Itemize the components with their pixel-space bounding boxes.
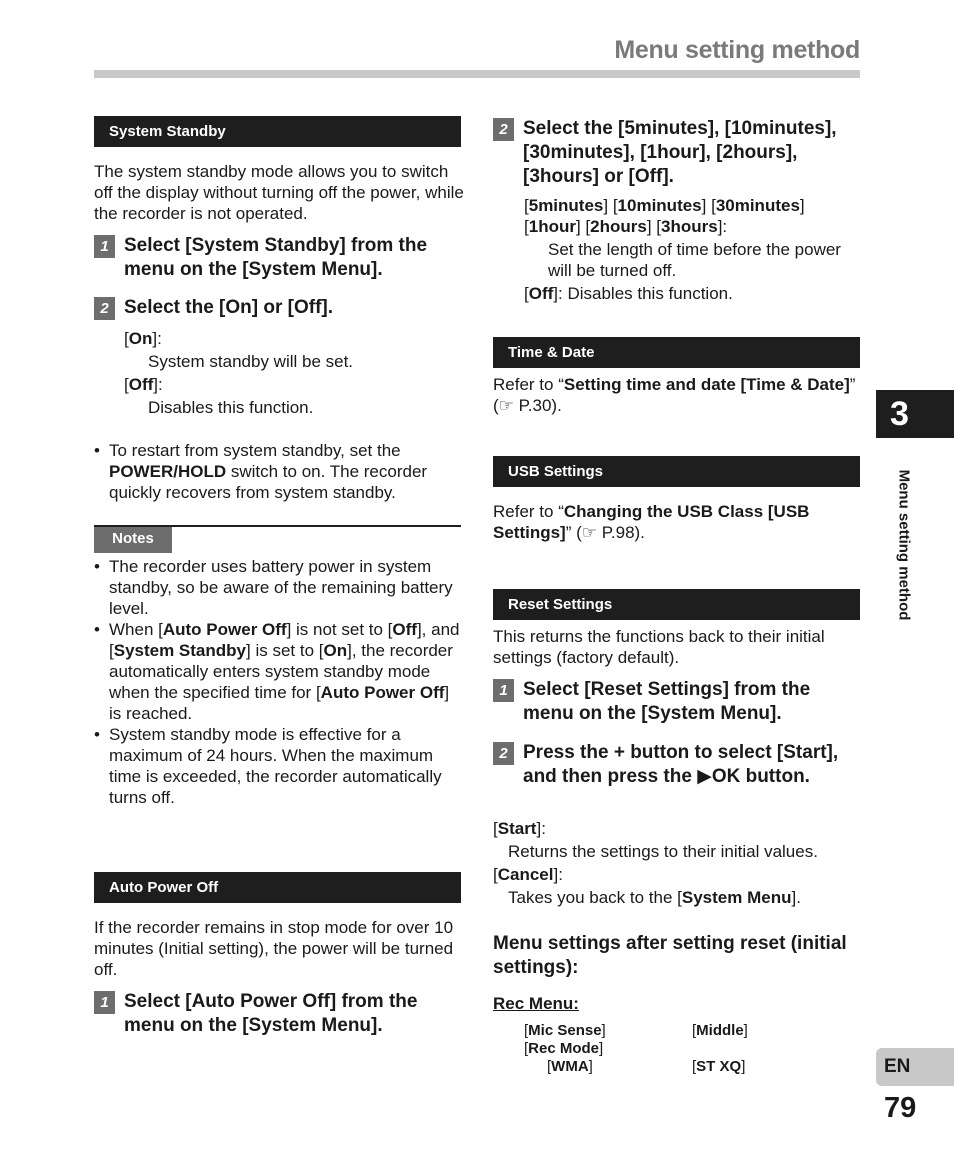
auto-power-off-step-1	[94, 990, 464, 1038]
system-standby-tip: • To restart from system standby, set the POWER/HOLD switch to on. The recorder quickly recovers from system standby.	[94, 440, 464, 503]
option-on: [On]:	[124, 329, 162, 348]
option-off-label: Off	[128, 375, 154, 394]
mic-sense-item: [Mic Sense]	[524, 1022, 606, 1039]
time-date-ref: Refer to “Setting time and date [Time & Date]” (☞ P.30).	[493, 375, 856, 415]
step-number: 2	[94, 297, 115, 320]
auto-power-off-options	[524, 195, 860, 304]
mic-sense-value: [Middle]	[692, 1022, 748, 1039]
section-heading-auto-power-off: Auto Power Off	[94, 872, 461, 903]
reset-step-1	[493, 678, 863, 726]
notes-box	[94, 525, 461, 551]
notes-label: Notes	[94, 527, 172, 553]
system-standby-step-2	[94, 296, 464, 320]
option-off-desc: Disables this function.	[148, 398, 314, 417]
page-title: Menu setting method	[614, 36, 860, 64]
step-text: Select [Auto Power Off] from the menu on the [System Menu].	[124, 991, 418, 1036]
auto-power-off-step-2	[493, 117, 863, 189]
note-item: • System standby mode is effective for a maximum of 24 hours. When the maximum time is exceeded, the recorder automatically turns off.	[94, 724, 464, 808]
step-text: Select the [5minutes], [10minutes], [30minutes], [1hour], [2hours], [3hours] or [Off].	[523, 118, 837, 187]
step-text: Select [Reset Settings] from the menu on the [System Menu].	[523, 679, 811, 724]
time-options-desc: Set the length of time before the power will be turned off.	[548, 240, 841, 280]
reset-intro: This returns the functions back to their initial settings (factory default).	[493, 627, 825, 667]
step-text: Select the [On] or [Off].	[124, 297, 333, 318]
note-item: • When [Auto Power Off] is not set to [Off], and [System Standby] is set to [On], the recorder automatically enters system standby mode when the specified time for [Auto Power Off] is reached.	[94, 619, 464, 724]
reset-options	[493, 818, 860, 908]
note-item: • The recorder uses battery power in system standby, so be aware of the remaining battery level.	[94, 556, 464, 619]
usb-settings-ref: Refer to “Changing the USB Class [USB Settings]” (☞ P.98).	[493, 502, 810, 542]
section-heading-system-standby: System Standby	[94, 116, 461, 147]
system-standby-options	[124, 328, 464, 418]
system-standby-step-1	[94, 234, 464, 282]
wma-value: [ST XQ]	[692, 1058, 746, 1075]
option-cancel-desc: Takes you back to the [System Menu].	[508, 888, 801, 907]
rec-mode-item: [Rec Mode]	[524, 1040, 604, 1057]
step-number: 2	[493, 118, 514, 141]
chapter-number-tab: 3	[876, 390, 954, 438]
time-options: [5minutes] [10minutes] [30minutes] [1hour] [2hours] [3hours]:	[524, 196, 805, 236]
auto-power-off-intro: If the recorder remains in stop mode for over 10 minutes (Initial setting), the power will be turned off.	[94, 918, 454, 979]
section-heading-reset-settings: Reset Settings	[493, 589, 860, 620]
section-heading-usb-settings: USB Settings	[493, 456, 860, 487]
section-heading-time-date: Time & Date	[493, 337, 860, 368]
option-cancel: [Cancel]:	[493, 865, 563, 884]
reset-step-2	[493, 741, 863, 789]
rec-menu-heading: Rec Menu:	[493, 994, 579, 1013]
step-number: 2	[493, 742, 514, 765]
after-reset-heading: Menu settings after setting reset (initial settings):	[493, 933, 847, 978]
option-start: [Start]:	[493, 819, 546, 838]
chapter-label: Menu setting method	[895, 469, 913, 621]
title-rule	[94, 70, 860, 78]
option-start-desc: Returns the settings to their initial values.	[508, 842, 818, 861]
step-number: 1	[493, 679, 514, 702]
wma-item: [WMA]	[547, 1058, 593, 1075]
page-number: 79	[884, 1092, 917, 1124]
step-text: Press the + button to select [Start], and then press the ▶OK button.	[523, 742, 839, 787]
notes-list	[94, 556, 464, 808]
option-off: [Off]: Disables this function.	[524, 284, 733, 303]
step-text: Select [System Standby] from the menu on the [System Menu].	[124, 235, 428, 280]
step-number: 1	[94, 235, 115, 258]
option-on-label: On	[128, 329, 153, 348]
option-off: [Off]:	[124, 375, 163, 394]
language-tab: EN	[876, 1048, 954, 1086]
step-number: 1	[94, 991, 115, 1014]
system-standby-intro: The system standby mode allows you to switch off the display without turning off the power, while the recorder is not operated.	[94, 162, 464, 223]
option-on-desc: System standby will be set.	[148, 352, 354, 371]
